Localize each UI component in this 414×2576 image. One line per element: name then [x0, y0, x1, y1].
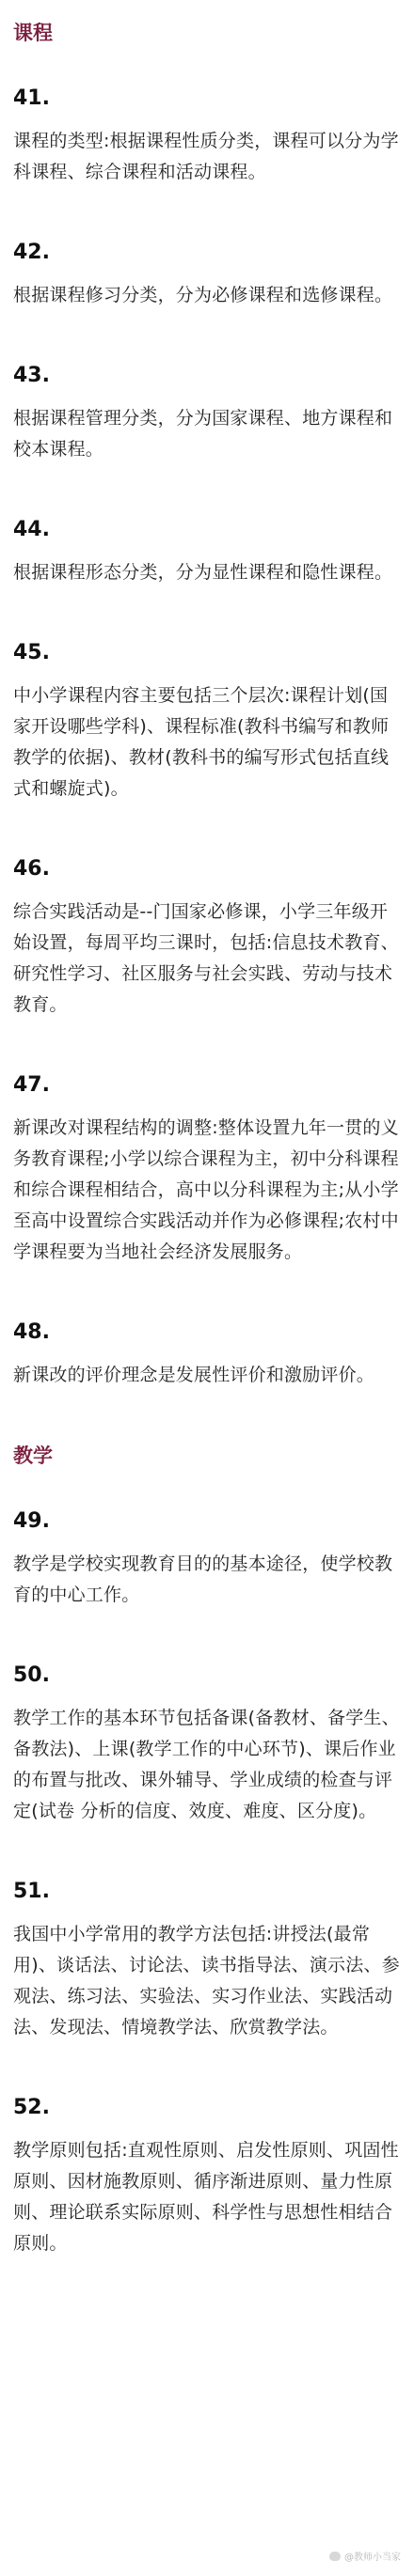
list-item	[13, 1662, 401, 1827]
item-number: 46.	[13, 857, 50, 881]
item-number: 41.	[13, 86, 50, 110]
item-number: 47.	[13, 1073, 50, 1097]
item-number: 48.	[13, 1320, 50, 1344]
item-text: 中小学课程内容主要包括三个层次:课程计划(国家开设哪些学科)、课程标准(教科书编写和教师教学的依据)、教材(教科书的编写形式包括直线式和螺旋式)。	[13, 685, 390, 799]
item-text: 根据课程修习分类，分为必修课程和选修课程。	[13, 285, 393, 305]
item-number: 45.	[13, 641, 50, 664]
item-text: 根据课程管理分类，分为国家课程、地方课程和校本课程。	[13, 408, 393, 460]
item-text: 新课改的评价理念是发展性评价和激励评价。	[13, 1365, 375, 1385]
item-number: 52.	[13, 2096, 50, 2119]
item-number: 50.	[13, 1663, 50, 1687]
list-item	[13, 516, 401, 588]
list-item	[13, 1878, 401, 2043]
weibo-icon	[329, 2552, 341, 2561]
list-item	[13, 239, 401, 311]
section-title: 课程	[13, 22, 53, 44]
list-item	[13, 362, 401, 465]
section-title: 教学	[13, 1444, 53, 1467]
item-number: 49.	[13, 1509, 50, 1533]
item-number: 43.	[13, 364, 50, 387]
list-item	[13, 1507, 401, 1611]
list-item	[13, 2094, 401, 2259]
item-text: 课程的类型:根据课程性质分类，课程可以分为学科课程、综合课程和活动课程。	[13, 131, 399, 182]
list-item	[13, 1071, 401, 1268]
item-number: 51.	[13, 1880, 50, 1903]
item-text: 新课改对课程结构的调整:整体设置九年一贯的义务教育课程;小学以综合课程为主，初中分科课程和综合课程相结合，高中以分科课程为主;从小学至高中设置综合实践活动并作为必修课程;农村中学课程要为当地社会经济发展服务。	[13, 1117, 399, 1262]
list-item	[13, 855, 401, 1021]
watermark-text: @教师小当家	[344, 2553, 401, 2563]
item-text: 综合实践活动是--门国家必修课，小学三年级开始设置，每周平均三课时，包括:信息技术教育、研究性学习、社区服务与社会实践、劳动与技术教育。	[13, 901, 399, 1015]
watermark	[329, 2549, 401, 2563]
list-item	[13, 85, 401, 188]
item-text: 教学原则包括:直观性原则、启发性原则、巩固性原则、因材施教原则、循序渐进原则、量力性原则、理论联系实际原则、科学性与思想性相结合原则。	[13, 2140, 399, 2254]
item-text: 教学工作的基本环节包括备课(备教材、备学生、备教法)、上课(教学工作的中心环节)、课后作业的布置与批改、课外辅导、学业成绩的检查与评定(试卷 分析的信度、效度、难度、区分度)。	[13, 1708, 400, 1821]
item-text: 我国中小学常用的教学方法包括:讲授法(最常用)、谈话法、讨论法、读书指导法、演示法、参观法、练习法、实验法、实习作业法、实践活动法、发现法、情境教学法、欣赏教学法。	[13, 1924, 400, 2037]
item-text: 教学是学校实现教育目的的基本途径，使学校教育的中心工作。	[13, 1553, 393, 1605]
section-teaching	[13, 1442, 401, 2259]
item-number: 44.	[13, 518, 50, 541]
list-item	[13, 639, 401, 804]
section-curriculum	[13, 19, 401, 1391]
list-item	[13, 1319, 401, 1391]
item-number: 42.	[13, 241, 50, 264]
item-text: 根据课程形态分类，分为显性课程和隐性课程。	[13, 562, 393, 583]
